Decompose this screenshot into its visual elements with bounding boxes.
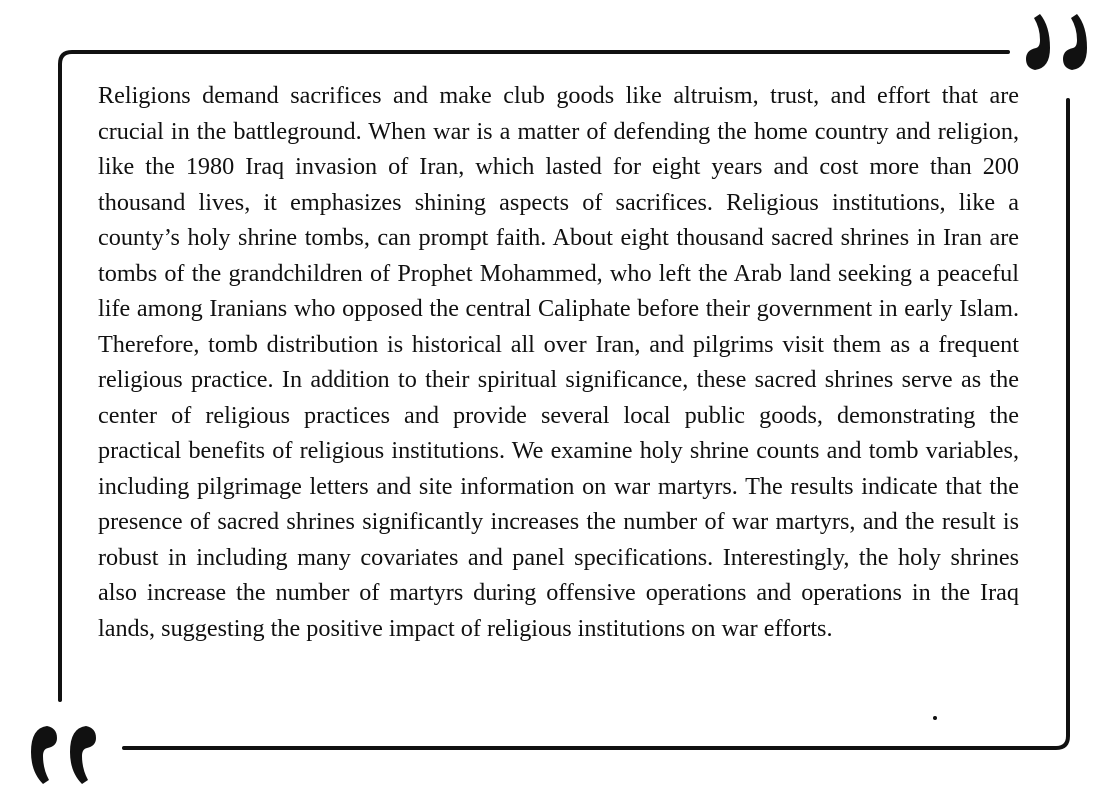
- open-quote-icon: [31, 726, 96, 784]
- speck: [933, 716, 937, 720]
- close-quote-icon: [1026, 14, 1087, 70]
- quote-body: Religions demand sacrifices and make club goods like altruism, trust, and effort that are crucial in the battleground. When war is a matter of defending the home country and religion, like the 1980 Iraq invasion of Iran, which lasted for eight years and cost more than 200 thousand lives, it emphasizes shining aspects of sacrifices. Religious institutions, like a county’s holy shrine tombs, can prompt faith. About eight thousand sacred shrines in Iran are tombs of the grandchildren of Prophet Mohammed, who left the Arab land seeking a peaceful life among Iranians who opposed the central Caliphate before their government in early Islam. Therefore, tomb distribution is historical all over Iran, and pilgrims visit them as a frequent religious practice. In addition to their spiritual significance, these sacred shrines serve as the center of religious practices and provide several local public goods, demonstrating the practical benefits of religious institutions. We examine holy shrine counts and tomb variables, including pilgrimage letters and site information on war martyrs. The results indicate that the presence of sacred shrines significantly increases the number of war martyrs, and the result is robust in including many covariates and panel specifications. Interestingly, the holy shrines also increase the number of martyrs during offensive operations and operations in the Iraq lands, suggesting the positive impact of religious institutions on war efforts.: [98, 82, 1019, 642]
